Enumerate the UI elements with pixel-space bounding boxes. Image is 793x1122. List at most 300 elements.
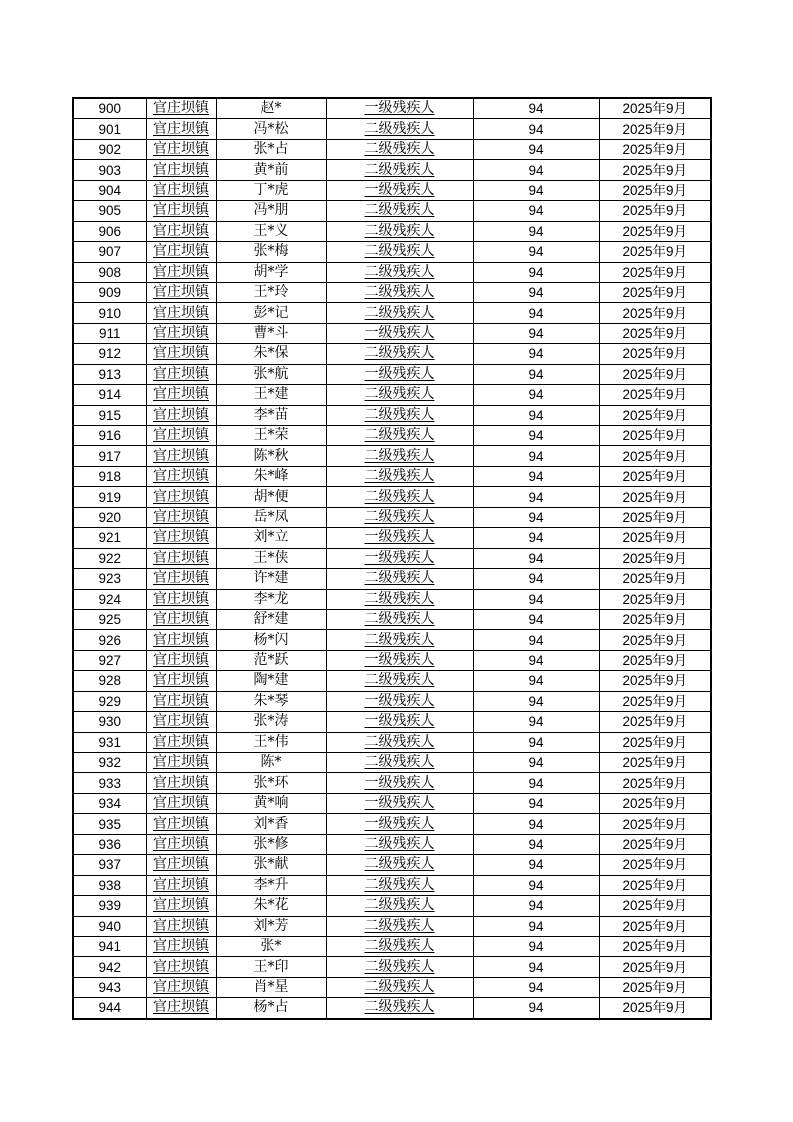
person-name: 舒*建 <box>253 611 289 628</box>
table-row <box>73 793 711 813</box>
row-number: 909 <box>98 285 122 301</box>
month: 2025年9月 <box>622 264 688 280</box>
row-number: 913 <box>98 366 122 382</box>
disability-level: 二级残疾人 <box>364 141 435 158</box>
amount-cell <box>473 855 599 875</box>
disability-level: 二级残疾人 <box>364 979 435 996</box>
row-number-cell <box>73 139 146 159</box>
month-cell <box>599 712 711 732</box>
amount: 94 <box>528 305 544 321</box>
month: 2025年9月 <box>622 387 688 403</box>
person-name: 曹*斗 <box>253 325 289 342</box>
disability-level: 一级残疾人 <box>364 692 435 709</box>
township: 官庄坝镇 <box>153 447 209 464</box>
row-number: 940 <box>98 918 122 934</box>
township: 官庄坝镇 <box>153 795 209 812</box>
month-cell <box>599 773 711 793</box>
person-name-cell <box>216 303 326 323</box>
row-number: 910 <box>98 305 122 321</box>
amount-cell <box>473 834 599 854</box>
month: 2025年9月 <box>622 305 688 321</box>
amount-cell <box>473 242 599 262</box>
disability-level: 二级残疾人 <box>364 835 435 852</box>
amount: 94 <box>528 591 544 607</box>
township-cell <box>146 221 216 241</box>
amount: 94 <box>528 346 544 362</box>
person-name-cell <box>216 323 326 343</box>
row-number: 937 <box>98 857 122 873</box>
month-cell <box>599 998 711 1019</box>
township: 官庄坝镇 <box>153 611 209 628</box>
township-cell <box>146 446 216 466</box>
row-number-cell <box>73 446 146 466</box>
person-name-cell <box>216 262 326 282</box>
disability-level-cell <box>326 528 473 548</box>
person-name: 张*献 <box>253 856 289 873</box>
month-cell <box>599 814 711 834</box>
amount: 94 <box>528 407 544 423</box>
row-number-cell <box>73 650 146 670</box>
row-number-cell <box>73 323 146 343</box>
month-cell <box>599 691 711 711</box>
table-row <box>73 528 711 548</box>
table-row <box>73 589 711 609</box>
person-name-cell <box>216 487 326 507</box>
disability-level: 二级残疾人 <box>364 427 435 444</box>
township: 官庄坝镇 <box>153 141 209 158</box>
row-number: 906 <box>98 223 122 239</box>
row-number: 903 <box>98 162 122 178</box>
row-number-cell <box>73 834 146 854</box>
amount: 94 <box>528 182 544 198</box>
disability-level: 一级残疾人 <box>364 774 435 791</box>
row-number-cell <box>73 977 146 997</box>
disability-level: 二级残疾人 <box>364 897 435 914</box>
township-cell <box>146 385 216 405</box>
disability-level: 二级残疾人 <box>364 243 435 260</box>
disability-level-cell <box>326 589 473 609</box>
township-cell <box>146 507 216 527</box>
month: 2025年9月 <box>622 673 688 689</box>
disability-level-cell <box>326 936 473 956</box>
row-number-cell <box>73 773 146 793</box>
disability-level: 二级残疾人 <box>364 284 435 301</box>
month-cell <box>599 323 711 343</box>
township-cell <box>146 896 216 916</box>
table-row <box>73 201 711 221</box>
table-row <box>73 139 711 159</box>
person-name-cell <box>216 630 326 650</box>
person-name-cell <box>216 609 326 629</box>
amount: 94 <box>528 714 544 730</box>
month: 2025年9月 <box>622 469 688 485</box>
person-name: 刘*香 <box>253 815 289 832</box>
row-number: 916 <box>98 428 122 444</box>
amount-cell <box>473 896 599 916</box>
month: 2025年9月 <box>622 612 688 628</box>
month: 2025年9月 <box>622 142 688 158</box>
township: 官庄坝镇 <box>153 958 209 975</box>
person-name-cell <box>216 814 326 834</box>
row-number-cell <box>73 589 146 609</box>
disability-level: 二级残疾人 <box>364 263 435 280</box>
township-cell <box>146 936 216 956</box>
person-name: 张*占 <box>253 141 289 158</box>
person-name: 王*义 <box>253 222 289 239</box>
row-number: 936 <box>98 836 122 852</box>
amount: 94 <box>528 755 544 771</box>
row-number: 923 <box>98 571 122 587</box>
amount: 94 <box>528 693 544 709</box>
person-name-cell <box>216 650 326 670</box>
table-row <box>73 998 711 1019</box>
township-cell <box>146 426 216 446</box>
township-cell <box>146 793 216 813</box>
row-number-cell <box>73 875 146 895</box>
amount: 94 <box>528 571 544 587</box>
disability-level: 一级残疾人 <box>364 652 435 669</box>
month: 2025年9月 <box>622 448 688 464</box>
row-number-cell <box>73 405 146 425</box>
person-name: 黄*前 <box>253 161 289 178</box>
month: 2025年9月 <box>622 366 688 382</box>
table-row <box>73 875 711 895</box>
disability-level-cell <box>326 977 473 997</box>
person-name-cell <box>216 732 326 752</box>
person-name-cell <box>216 180 326 200</box>
disability-level: 二级残疾人 <box>364 754 435 771</box>
amount-cell <box>473 160 599 180</box>
table-row <box>73 507 711 527</box>
person-name: 陈*秋 <box>253 447 289 464</box>
amount-cell <box>473 507 599 527</box>
table-row <box>73 732 711 752</box>
person-name-cell <box>216 98 326 119</box>
disability-level: 二级残疾人 <box>364 917 435 934</box>
subsidy-table <box>72 97 712 1020</box>
row-number-cell <box>73 916 146 936</box>
row-number: 928 <box>98 673 122 689</box>
month: 2025年9月 <box>622 734 688 750</box>
amount-cell <box>473 446 599 466</box>
disability-level: 二级残疾人 <box>364 447 435 464</box>
month: 2025年9月 <box>622 775 688 791</box>
table-row <box>73 569 711 589</box>
month: 2025年9月 <box>622 346 688 362</box>
person-name-cell <box>216 977 326 997</box>
month: 2025年9月 <box>622 428 688 444</box>
person-name-cell <box>216 916 326 936</box>
row-number-cell <box>73 753 146 773</box>
disability-level-cell <box>326 814 473 834</box>
row-number-cell <box>73 119 146 139</box>
row-number-cell <box>73 793 146 813</box>
township: 官庄坝镇 <box>153 120 209 137</box>
person-name: 张*梅 <box>253 243 289 260</box>
amount-cell <box>473 814 599 834</box>
table-row <box>73 303 711 323</box>
person-name-cell <box>216 998 326 1019</box>
month: 2025年9月 <box>622 182 688 198</box>
amount-cell <box>473 609 599 629</box>
township: 官庄坝镇 <box>153 386 209 403</box>
row-number-cell <box>73 303 146 323</box>
month: 2025年9月 <box>622 980 688 996</box>
disability-level: 一级残疾人 <box>364 713 435 730</box>
row-number-cell <box>73 609 146 629</box>
disability-level-cell <box>326 712 473 732</box>
person-name: 朱*花 <box>253 897 289 914</box>
disability-level: 一级残疾人 <box>364 529 435 546</box>
person-name-cell <box>216 160 326 180</box>
table-row <box>73 446 711 466</box>
disability-level-cell <box>326 998 473 1019</box>
row-number-cell <box>73 936 146 956</box>
person-name-cell <box>216 466 326 486</box>
person-name-cell <box>216 446 326 466</box>
row-number: 942 <box>98 959 122 975</box>
disability-level-cell <box>326 303 473 323</box>
month-cell <box>599 303 711 323</box>
township: 官庄坝镇 <box>153 856 209 873</box>
disability-level-cell <box>326 569 473 589</box>
row-number-cell <box>73 732 146 752</box>
person-name: 赵* <box>260 100 282 117</box>
month-cell <box>599 671 711 691</box>
month: 2025年9月 <box>622 530 688 546</box>
amount: 94 <box>528 366 544 382</box>
township: 官庄坝镇 <box>153 979 209 996</box>
township: 官庄坝镇 <box>153 590 209 607</box>
person-name: 李*升 <box>253 876 289 893</box>
amount-cell <box>473 998 599 1019</box>
amount: 94 <box>528 550 544 566</box>
township: 官庄坝镇 <box>153 897 209 914</box>
table-row <box>73 221 711 241</box>
disability-level-cell <box>326 160 473 180</box>
month-cell <box>599 977 711 997</box>
month: 2025年9月 <box>622 285 688 301</box>
amount: 94 <box>528 244 544 260</box>
township-cell <box>146 589 216 609</box>
person-name-cell <box>216 201 326 221</box>
amount: 94 <box>528 142 544 158</box>
person-name-cell <box>216 834 326 854</box>
month: 2025年9月 <box>622 509 688 525</box>
month-cell <box>599 98 711 119</box>
disability-level: 二级残疾人 <box>364 468 435 485</box>
township-cell <box>146 139 216 159</box>
amount: 94 <box>528 653 544 669</box>
person-name-cell <box>216 712 326 732</box>
disability-level: 二级残疾人 <box>364 488 435 505</box>
table-row <box>73 180 711 200</box>
person-name-cell <box>216 385 326 405</box>
amount-cell <box>473 364 599 384</box>
row-number: 911 <box>98 326 121 342</box>
row-number: 924 <box>98 591 122 607</box>
month: 2025年9月 <box>622 203 688 219</box>
month-cell <box>599 262 711 282</box>
township: 官庄坝镇 <box>153 999 209 1016</box>
amount-cell <box>473 875 599 895</box>
disability-level-cell <box>326 753 473 773</box>
disability-level-cell <box>326 671 473 691</box>
disability-level: 二级残疾人 <box>364 161 435 178</box>
month: 2025年9月 <box>622 939 688 955</box>
row-number-cell <box>73 998 146 1019</box>
month: 2025年9月 <box>622 898 688 914</box>
month: 2025年9月 <box>622 326 688 342</box>
disability-level-cell <box>326 957 473 977</box>
person-name: 岳*凤 <box>253 508 289 525</box>
person-name-cell <box>216 405 326 425</box>
disability-level: 二级残疾人 <box>364 406 435 423</box>
disability-level: 二级残疾人 <box>364 508 435 525</box>
person-name-cell <box>216 589 326 609</box>
row-number-cell <box>73 426 146 446</box>
table-row <box>73 916 711 936</box>
row-number: 943 <box>98 980 122 996</box>
township: 官庄坝镇 <box>153 508 209 525</box>
month-cell <box>599 221 711 241</box>
amount-cell <box>473 221 599 241</box>
township: 官庄坝镇 <box>153 774 209 791</box>
month: 2025年9月 <box>622 632 688 648</box>
amount-cell <box>473 385 599 405</box>
month: 2025年9月 <box>622 223 688 239</box>
amount-cell <box>473 916 599 936</box>
person-name: 王*侠 <box>253 549 289 566</box>
month-cell <box>599 487 711 507</box>
amount: 94 <box>528 980 544 996</box>
person-name-cell <box>216 671 326 691</box>
month: 2025年9月 <box>622 162 688 178</box>
month-cell <box>599 139 711 159</box>
township-cell <box>146 180 216 200</box>
person-name-cell <box>216 936 326 956</box>
township-cell <box>146 323 216 343</box>
township: 官庄坝镇 <box>153 938 209 955</box>
table-row <box>73 936 711 956</box>
amount-cell <box>473 732 599 752</box>
township-cell <box>146 466 216 486</box>
township: 官庄坝镇 <box>153 284 209 301</box>
month: 2025年9月 <box>622 959 688 975</box>
row-number-cell <box>73 548 146 568</box>
row-number: 935 <box>98 816 122 832</box>
amount-cell <box>473 977 599 997</box>
township-cell <box>146 487 216 507</box>
township: 官庄坝镇 <box>153 488 209 505</box>
disability-level-cell <box>326 405 473 425</box>
amount-cell <box>473 487 599 507</box>
month-cell <box>599 855 711 875</box>
month-cell <box>599 282 711 302</box>
table-row <box>73 834 711 854</box>
person-name: 胡*便 <box>253 488 289 505</box>
month-cell <box>599 160 711 180</box>
row-number: 907 <box>98 244 122 260</box>
person-name: 胡*学 <box>253 263 289 280</box>
row-number-cell <box>73 242 146 262</box>
table-row <box>73 385 711 405</box>
table-row <box>73 344 711 364</box>
row-number: 914 <box>98 387 122 403</box>
amount: 94 <box>528 223 544 239</box>
person-name-cell <box>216 773 326 793</box>
township-cell <box>146 957 216 977</box>
month-cell <box>599 753 711 773</box>
amount: 94 <box>528 326 544 342</box>
township-cell <box>146 364 216 384</box>
disability-level-cell <box>326 139 473 159</box>
person-name: 刘*立 <box>253 529 289 546</box>
table-row <box>73 242 711 262</box>
amount: 94 <box>528 816 544 832</box>
table-row <box>73 405 711 425</box>
township: 官庄坝镇 <box>153 325 209 342</box>
amount-cell <box>473 262 599 282</box>
row-number: 934 <box>98 796 122 812</box>
amount-cell <box>473 528 599 548</box>
amount-cell <box>473 936 599 956</box>
month: 2025年9月 <box>622 101 688 117</box>
table-row <box>73 753 711 773</box>
person-name: 杨*闪 <box>253 631 289 648</box>
disability-level: 二级残疾人 <box>364 999 435 1016</box>
row-number-cell <box>73 569 146 589</box>
disability-level-cell <box>326 262 473 282</box>
table-row <box>73 548 711 568</box>
table-row <box>73 773 711 793</box>
row-number-cell <box>73 98 146 119</box>
person-name: 张*修 <box>253 835 289 852</box>
disability-level-cell <box>326 548 473 568</box>
month-cell <box>599 793 711 813</box>
month-cell <box>599 201 711 221</box>
disability-level: 一级残疾人 <box>364 100 435 117</box>
township-cell <box>146 834 216 854</box>
person-name: 陶*建 <box>253 672 289 689</box>
month-cell <box>599 609 711 629</box>
township-cell <box>146 528 216 548</box>
month-cell <box>599 896 711 916</box>
table-row <box>73 671 711 691</box>
person-name: 肖*星 <box>253 979 289 996</box>
disability-level-cell <box>326 773 473 793</box>
month: 2025年9月 <box>622 591 688 607</box>
disability-level: 二级残疾人 <box>364 938 435 955</box>
disability-level-cell <box>326 793 473 813</box>
township-cell <box>146 262 216 282</box>
township: 官庄坝镇 <box>153 100 209 117</box>
row-number: 927 <box>98 653 122 669</box>
amount-cell <box>473 405 599 425</box>
month-cell <box>599 732 711 752</box>
person-name: 冯*松 <box>253 120 289 137</box>
row-number: 939 <box>98 898 122 914</box>
amount: 94 <box>528 489 544 505</box>
person-name-cell <box>216 957 326 977</box>
township: 官庄坝镇 <box>153 406 209 423</box>
month: 2025年9月 <box>622 653 688 669</box>
amount-cell <box>473 650 599 670</box>
disability-level: 二级残疾人 <box>364 570 435 587</box>
month: 2025年9月 <box>622 877 688 893</box>
row-number-cell <box>73 814 146 834</box>
person-name: 黄*响 <box>253 795 289 812</box>
